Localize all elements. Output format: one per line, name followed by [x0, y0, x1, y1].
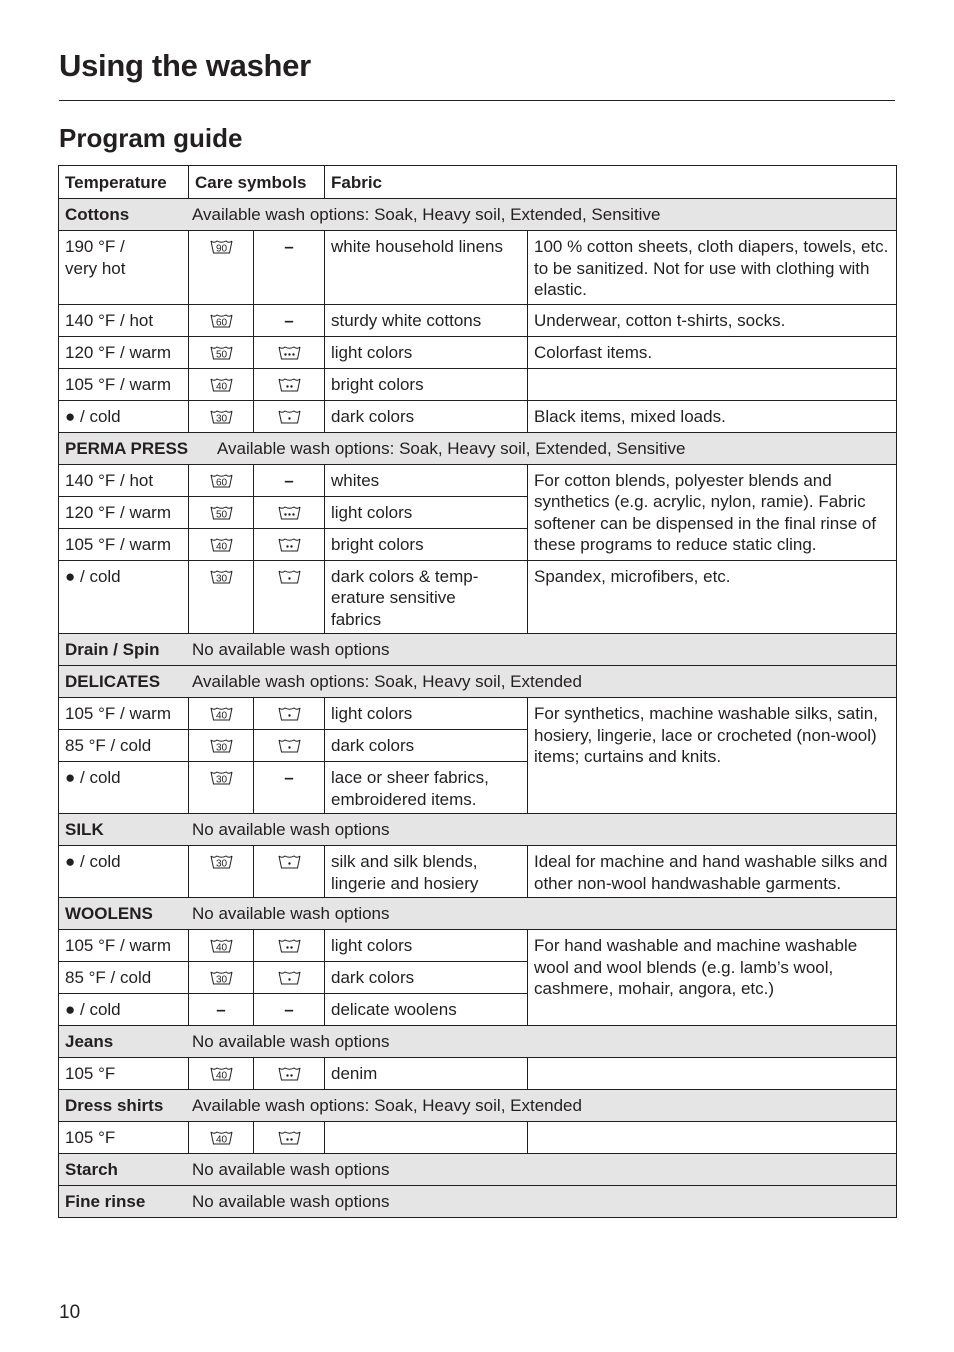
table-row: [59, 1122, 897, 1154]
temperature-cell: 85 °F / cold: [59, 962, 189, 994]
program-header-cell: [59, 898, 897, 930]
care-dot: [288, 353, 290, 355]
dryer-symbol-cell: [254, 1058, 325, 1090]
temperature-cell: 105 °F / warm: [59, 698, 189, 730]
dryer-symbol-cell: –: [254, 994, 325, 1026]
temperature-cell: 105 °F: [59, 1058, 189, 1090]
dryer-symbol-cell: [254, 400, 325, 432]
wash-symbol-cell: [189, 464, 254, 496]
program-header-cell: [59, 666, 897, 698]
wash-symbol-cell: [189, 496, 254, 528]
wash-tub-icon: [210, 473, 233, 488]
program-header-cell: [59, 1026, 897, 1058]
wash-symbol-cell: [189, 762, 254, 814]
care-dot: [286, 385, 288, 387]
program-name: Fine rinse: [65, 1192, 146, 1211]
fabric-cell: whites: [325, 464, 528, 496]
care-dot: [286, 1138, 288, 1140]
wash-tub-icon: [210, 770, 233, 785]
wash-temp-label: 30: [215, 858, 227, 870]
dryer-symbol-cell: [254, 962, 325, 994]
wash-tub-icon: [210, 1130, 233, 1145]
description-cell: Ideal for machine and hand washable silks and other non-wool handwashable garments.: [528, 846, 897, 898]
program-name: Drain / Spin: [65, 640, 160, 659]
dryer-dots-icon: [278, 569, 301, 584]
care-dot: [290, 1074, 292, 1076]
wash-symbol-cell: [189, 304, 254, 336]
program-wash-options: No available wash options: [192, 640, 390, 659]
program-row-delicates: [59, 666, 897, 698]
temperature-cell: 120 °F / warm: [59, 336, 189, 368]
program-wash-options: Available wash options: Soak, Heavy soil, Extended: [192, 1096, 582, 1115]
wash-tub-icon: [210, 537, 233, 552]
wash-tub-icon: [210, 505, 233, 520]
wash-symbol-cell: [189, 846, 254, 898]
program-row-perma-press: [59, 432, 897, 464]
dryer-symbol-cell: [254, 730, 325, 762]
care-dot: [286, 545, 288, 547]
wash-tub-icon: [210, 569, 233, 584]
program-name: WOOLENS: [65, 904, 153, 923]
temperature-cell: 140 °F / hot: [59, 464, 189, 496]
col-header-temperature: Temperature: [59, 166, 189, 199]
program-wash-options: Available wash options: Soak, Heavy soil, Extended, Sensitive: [217, 438, 686, 458]
page-title: Using the washer: [59, 48, 311, 83]
description-cell: Spandex, microfibers, etc.: [528, 560, 897, 634]
dryer-dots-icon: [278, 409, 301, 424]
fabric-cell: delicate woolens: [325, 994, 528, 1026]
description-cell: [528, 1122, 897, 1154]
program-wash-options: Available wash options: Soak, Heavy soil, Extended, Sensitive: [192, 205, 661, 224]
program-header-cell: [59, 199, 897, 231]
dryer-symbol-cell: –: [254, 231, 325, 305]
table-row: [59, 464, 897, 496]
dryer-dots-icon: [278, 1130, 301, 1145]
table-row: [59, 1058, 897, 1090]
table-row: [59, 231, 897, 305]
program-name: Dress shirts: [65, 1096, 164, 1115]
wash-temp-label: 60: [215, 477, 227, 488]
description-cell: For hand washable and machine washable wool and wool blends (e.g. lamb’s wool, cashmere, mohair, angora, etc.): [528, 930, 897, 1026]
wash-tub-icon: [210, 854, 233, 869]
wash-tub-icon: [210, 1066, 233, 1081]
wash-temp-label: 50: [215, 509, 227, 520]
care-dot: [288, 417, 290, 419]
wash-temp-label: 40: [215, 1134, 227, 1146]
wash-temp-label: 30: [215, 742, 227, 754]
description-cell: Black items, mixed loads.: [528, 400, 897, 432]
program-name: PERMA PRESS: [65, 438, 189, 458]
dryer-symbol-cell: [254, 698, 325, 730]
care-dot: [288, 714, 290, 716]
care-dot: [284, 513, 286, 515]
description-cell: [528, 368, 897, 400]
wash-temp-label: 30: [215, 413, 227, 424]
table-header-row: [59, 166, 897, 199]
program-name: SILK: [65, 820, 104, 839]
wash-tub-icon: [210, 377, 233, 392]
fabric-cell: light colors: [325, 698, 528, 730]
wash-tub-icon: [210, 313, 233, 328]
dryer-symbol-cell: [254, 496, 325, 528]
table-row: [59, 336, 897, 368]
description-cell: For cotton blends, polyester blends and synthetics (e.g. acrylic, nylon, ramie). Fabric softener can be dispensed in the final rinse of these programs to reduce static cling.: [528, 464, 897, 560]
dryer-symbol-cell: –: [254, 464, 325, 496]
wash-symbol-cell: [189, 1122, 254, 1154]
temperature-cell: ● / cold: [59, 846, 189, 898]
temperature-cell: 105 °F: [59, 1122, 189, 1154]
page-number: 10: [59, 1302, 81, 1323]
dryer-symbol-cell: [254, 528, 325, 560]
care-dot: [286, 1074, 288, 1076]
program-row-cottons: [59, 199, 897, 231]
dryer-dots-icon: [278, 854, 301, 869]
fabric-cell: dark colors: [325, 400, 528, 432]
dryer-dots-icon: [278, 738, 301, 753]
fabric-cell: dark colors: [325, 730, 528, 762]
fabric-cell: light colors: [325, 930, 528, 962]
wash-symbol-cell: [189, 560, 254, 634]
fabric-cell: white household linens: [325, 231, 528, 305]
program-row-fine-rinse: [59, 1186, 897, 1218]
program-header-cell: [59, 1154, 897, 1186]
care-dot: [284, 353, 286, 355]
program-wash-options: No available wash options: [192, 820, 390, 839]
program-name: Starch: [65, 1160, 118, 1179]
table-row: [59, 368, 897, 400]
wash-tub-icon: [210, 409, 233, 424]
dryer-symbol-cell: –: [254, 304, 325, 336]
wash-temp-label: 40: [215, 1070, 227, 1082]
wash-tub-icon: [210, 706, 233, 721]
temperature-cell: ● / cold: [59, 400, 189, 432]
dryer-dots-icon: [278, 938, 301, 953]
wash-temp-label: 30: [215, 573, 227, 584]
program-name: Cottons: [65, 205, 130, 224]
wash-symbol-cell: [189, 698, 254, 730]
program-wash-options: No available wash options: [192, 904, 390, 923]
program-row-jeans: [59, 1026, 897, 1058]
description-cell: For synthetics, machine washable silks, satin, hosiery, lingerie, lace or crocheted (non-wool) items; curtains and knits.: [528, 698, 897, 814]
program-row-drain-spin: [59, 634, 897, 666]
program-header-cell: [59, 1090, 897, 1122]
col-header-fabric: Fabric: [325, 166, 897, 199]
wash-temp-label: 40: [215, 710, 227, 722]
section-title: Program guide: [59, 123, 243, 153]
dryer-dots-icon: [278, 537, 301, 552]
wash-temp-label: 30: [215, 774, 227, 786]
temperature-cell: 190 °F / very hot: [59, 231, 189, 305]
wash-temp-label: 30: [215, 974, 227, 986]
wash-tub-icon: [210, 970, 233, 985]
fabric-cell: dark colors & temp- erature sensitive fabrics: [325, 560, 528, 634]
wash-temp-label: 60: [215, 317, 227, 328]
program-guide-table: [58, 165, 897, 1218]
care-dot: [288, 862, 290, 864]
care-dot: [286, 946, 288, 948]
care-dot: [288, 978, 290, 980]
fabric-cell: bright colors: [325, 528, 528, 560]
wash-symbol-cell: [189, 400, 254, 432]
dryer-dots-icon: [278, 970, 301, 985]
wash-tub-icon: [210, 738, 233, 753]
care-dot: [288, 746, 290, 748]
program-name: Jeans: [65, 1032, 114, 1051]
program-row-starch: [59, 1154, 897, 1186]
fabric-cell: silk and silk blends, lingerie and hosiery: [325, 846, 528, 898]
wash-symbol-cell: [189, 528, 254, 560]
wash-symbol-cell: [189, 368, 254, 400]
table-row: [59, 304, 897, 336]
fabric-cell: light colors: [325, 496, 528, 528]
table-row: [59, 698, 897, 730]
wash-symbol-cell: [189, 962, 254, 994]
wash-temp-label: 40: [215, 541, 227, 552]
dryer-dots-icon: [278, 345, 301, 360]
care-dot: [292, 513, 294, 515]
program-header-cell: [59, 432, 897, 464]
fabric-cell: sturdy white cottons: [325, 304, 528, 336]
title-divider: [59, 100, 895, 101]
wash-tub-icon: [210, 239, 233, 254]
wash-tub-icon: [210, 938, 233, 953]
program-wash-options: No available wash options: [192, 1160, 390, 1179]
dryer-dots-icon: [278, 505, 301, 520]
dryer-dots-icon: [278, 377, 301, 392]
temperature-cell: 85 °F / cold: [59, 730, 189, 762]
temperature-cell: ● / cold: [59, 560, 189, 634]
program-header-cell: [59, 634, 897, 666]
fabric-cell: denim: [325, 1058, 528, 1090]
care-dot: [290, 946, 292, 948]
wash-temp-label: 50: [215, 349, 227, 360]
program-row-silk: [59, 814, 897, 846]
wash-temp-label: 40: [215, 942, 227, 954]
wash-symbol-cell: [189, 1058, 254, 1090]
temperature-cell: 105 °F / warm: [59, 368, 189, 400]
care-dot: [290, 545, 292, 547]
dryer-symbol-cell: [254, 560, 325, 634]
table-row: [59, 846, 897, 898]
care-dot: [288, 577, 290, 579]
fabric-cell: [325, 1122, 528, 1154]
description-cell: Underwear, cotton t-shirts, socks.: [528, 304, 897, 336]
fabric-cell: dark colors: [325, 962, 528, 994]
temperature-cell: ● / cold: [59, 994, 189, 1026]
dryer-dots-icon: [278, 1066, 301, 1081]
wash-temp-label: 90: [215, 243, 227, 255]
care-dot: [290, 1138, 292, 1140]
table-row: [59, 560, 897, 634]
col-header-care-symbols: Care symbols: [189, 166, 325, 199]
temperature-cell: 140 °F / hot: [59, 304, 189, 336]
fabric-cell: lace or sheer fabrics, embroidered items.: [325, 762, 528, 814]
care-dot: [292, 353, 294, 355]
dryer-symbol-cell: [254, 1122, 325, 1154]
dryer-symbol-cell: –: [254, 762, 325, 814]
care-dot: [288, 513, 290, 515]
program-name: DELICATES: [65, 672, 161, 691]
wash-symbol-cell: [189, 231, 254, 305]
program-row-dress-shirts: [59, 1090, 897, 1122]
program-wash-options: No available wash options: [192, 1032, 390, 1051]
wash-symbol-cell: [189, 930, 254, 962]
wash-symbol-cell: –: [189, 994, 254, 1026]
fabric-cell: light colors: [325, 336, 528, 368]
description-cell: 100 % cotton sheets, cloth diapers, towels, etc. to be sanitized. Not for use with clothing with elastic.: [528, 231, 897, 305]
temperature-cell: ● / cold: [59, 762, 189, 814]
program-wash-options: No available wash options: [192, 1192, 390, 1211]
table-row: [59, 400, 897, 432]
dryer-dots-icon: [278, 706, 301, 721]
dryer-symbol-cell: [254, 930, 325, 962]
description-cell: Colorfast items.: [528, 336, 897, 368]
program-wash-options: Available wash options: Soak, Heavy soil, Extended: [192, 672, 582, 691]
dryer-symbol-cell: [254, 846, 325, 898]
wash-temp-label: 40: [215, 381, 227, 392]
table-row: [59, 930, 897, 962]
program-header-cell: [59, 814, 897, 846]
program-row-woolens: [59, 898, 897, 930]
program-header-cell: [59, 1186, 897, 1218]
temperature-cell: 120 °F / warm: [59, 496, 189, 528]
dryer-symbol-cell: [254, 368, 325, 400]
wash-symbol-cell: [189, 336, 254, 368]
care-dot: [290, 385, 292, 387]
temperature-cell: 105 °F / warm: [59, 528, 189, 560]
temperature-cell: 105 °F / warm: [59, 930, 189, 962]
wash-symbol-cell: [189, 730, 254, 762]
dryer-symbol-cell: [254, 336, 325, 368]
wash-tub-icon: [210, 345, 233, 360]
description-cell: [528, 1058, 897, 1090]
fabric-cell: bright colors: [325, 368, 528, 400]
